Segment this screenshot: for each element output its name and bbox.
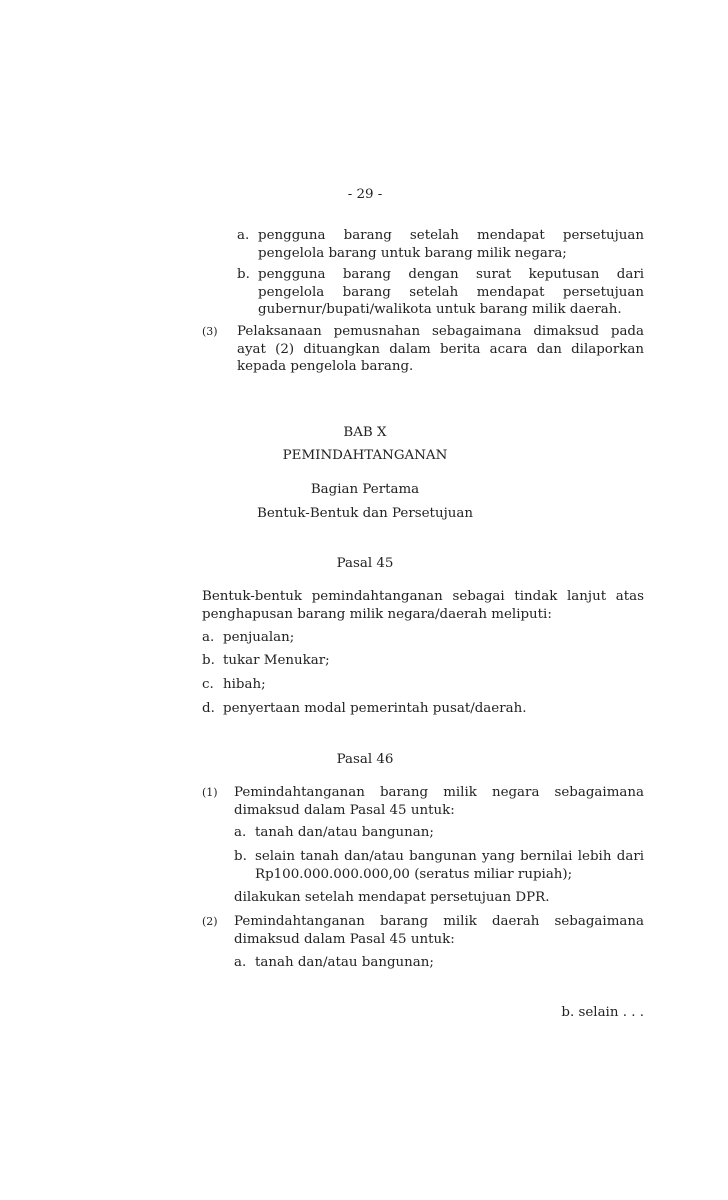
list-text: hibah;: [223, 677, 266, 692]
ayat-text: Pelaksanaan pemusnahan sebagaimana dimaksud pada ayat (2) dituangkan dalam berita acara dan dilaporkan kepada pengelola barang.: [237, 324, 644, 374]
ayat-text: Pemindahtanganan barang milik negara sebagaimana dimaksud dalam Pasal 45 untuk:: [234, 785, 644, 818]
list-text: pengguna barang setelah mendapat persetujuan pengelola barang untuk barang milik negara;: [258, 228, 644, 261]
list-item: [202, 676, 644, 694]
pasal-46-heading: Pasal 46: [336, 752, 394, 767]
part-title: Bentuk-Bentuk dan Persetujuan: [257, 506, 473, 521]
list-item: [234, 848, 644, 883]
list-letter: a.: [234, 825, 247, 840]
ayat-2: [202, 913, 644, 948]
list-text: tanah dan/atau bangunan;: [255, 825, 434, 840]
page-number: - 29 -: [347, 187, 383, 202]
list-text: selain tanah dan/atau bangunan yang bernilai lebih dari Rp100.000.000.000,00 (seratus miliar rupiah);: [255, 849, 644, 882]
list-letter: c.: [202, 677, 214, 692]
list-text: tanah dan/atau bangunan;: [255, 955, 434, 970]
ayat-1: [202, 784, 644, 819]
pasal-45-intro: Bentuk-bentuk pemindahtanganan sebagai tindak lanjut atas penghapusan barang milik negara/daerah meliputi:: [202, 589, 644, 622]
ayat-1-closing: dilakukan setelah mendapat persetujuan DPR.: [234, 890, 550, 905]
list-item: [202, 652, 644, 670]
list-item: [237, 266, 644, 319]
list-text: tukar Menukar;: [223, 653, 330, 668]
list-item: [234, 824, 644, 842]
ayat-number: (1): [202, 786, 218, 799]
list-item: [234, 954, 644, 972]
list-letter: b.: [234, 849, 247, 864]
list-text: penjualan;: [223, 630, 295, 645]
list-letter: b.: [237, 267, 250, 282]
ayat-number: (2): [202, 915, 218, 928]
continuation-catchword: b. selain . . .: [561, 1005, 644, 1020]
part-number: Bagian Pertama: [310, 482, 420, 497]
ayat-text: Pemindahtanganan barang milik daerah sebagaimana dimaksud dalam Pasal 45 untuk:: [234, 914, 644, 947]
list-letter: a.: [237, 228, 250, 243]
list-item: [202, 700, 644, 718]
list-item: [237, 227, 644, 262]
ayat-3: [202, 323, 644, 376]
list-letter: a.: [234, 955, 247, 970]
list-letter: d.: [202, 701, 215, 716]
list-item: [202, 629, 644, 647]
list-text: penyertaan modal pemerintah pusat/daerah.: [223, 701, 527, 716]
ayat-number: (3): [202, 325, 218, 338]
chapter-title: PEMINDAHTANGANAN: [282, 448, 448, 463]
pasal-45-heading: Pasal 45: [336, 556, 394, 571]
list-text: pengguna barang dengan surat keputusan dari pengelola barang setelah mendapat persetujuan gubernur/bupati/walikota untuk barang milik daerah.: [258, 267, 644, 317]
chapter-number: BAB X: [343, 425, 387, 440]
list-letter: b.: [202, 653, 215, 668]
list-letter: a.: [202, 630, 215, 645]
